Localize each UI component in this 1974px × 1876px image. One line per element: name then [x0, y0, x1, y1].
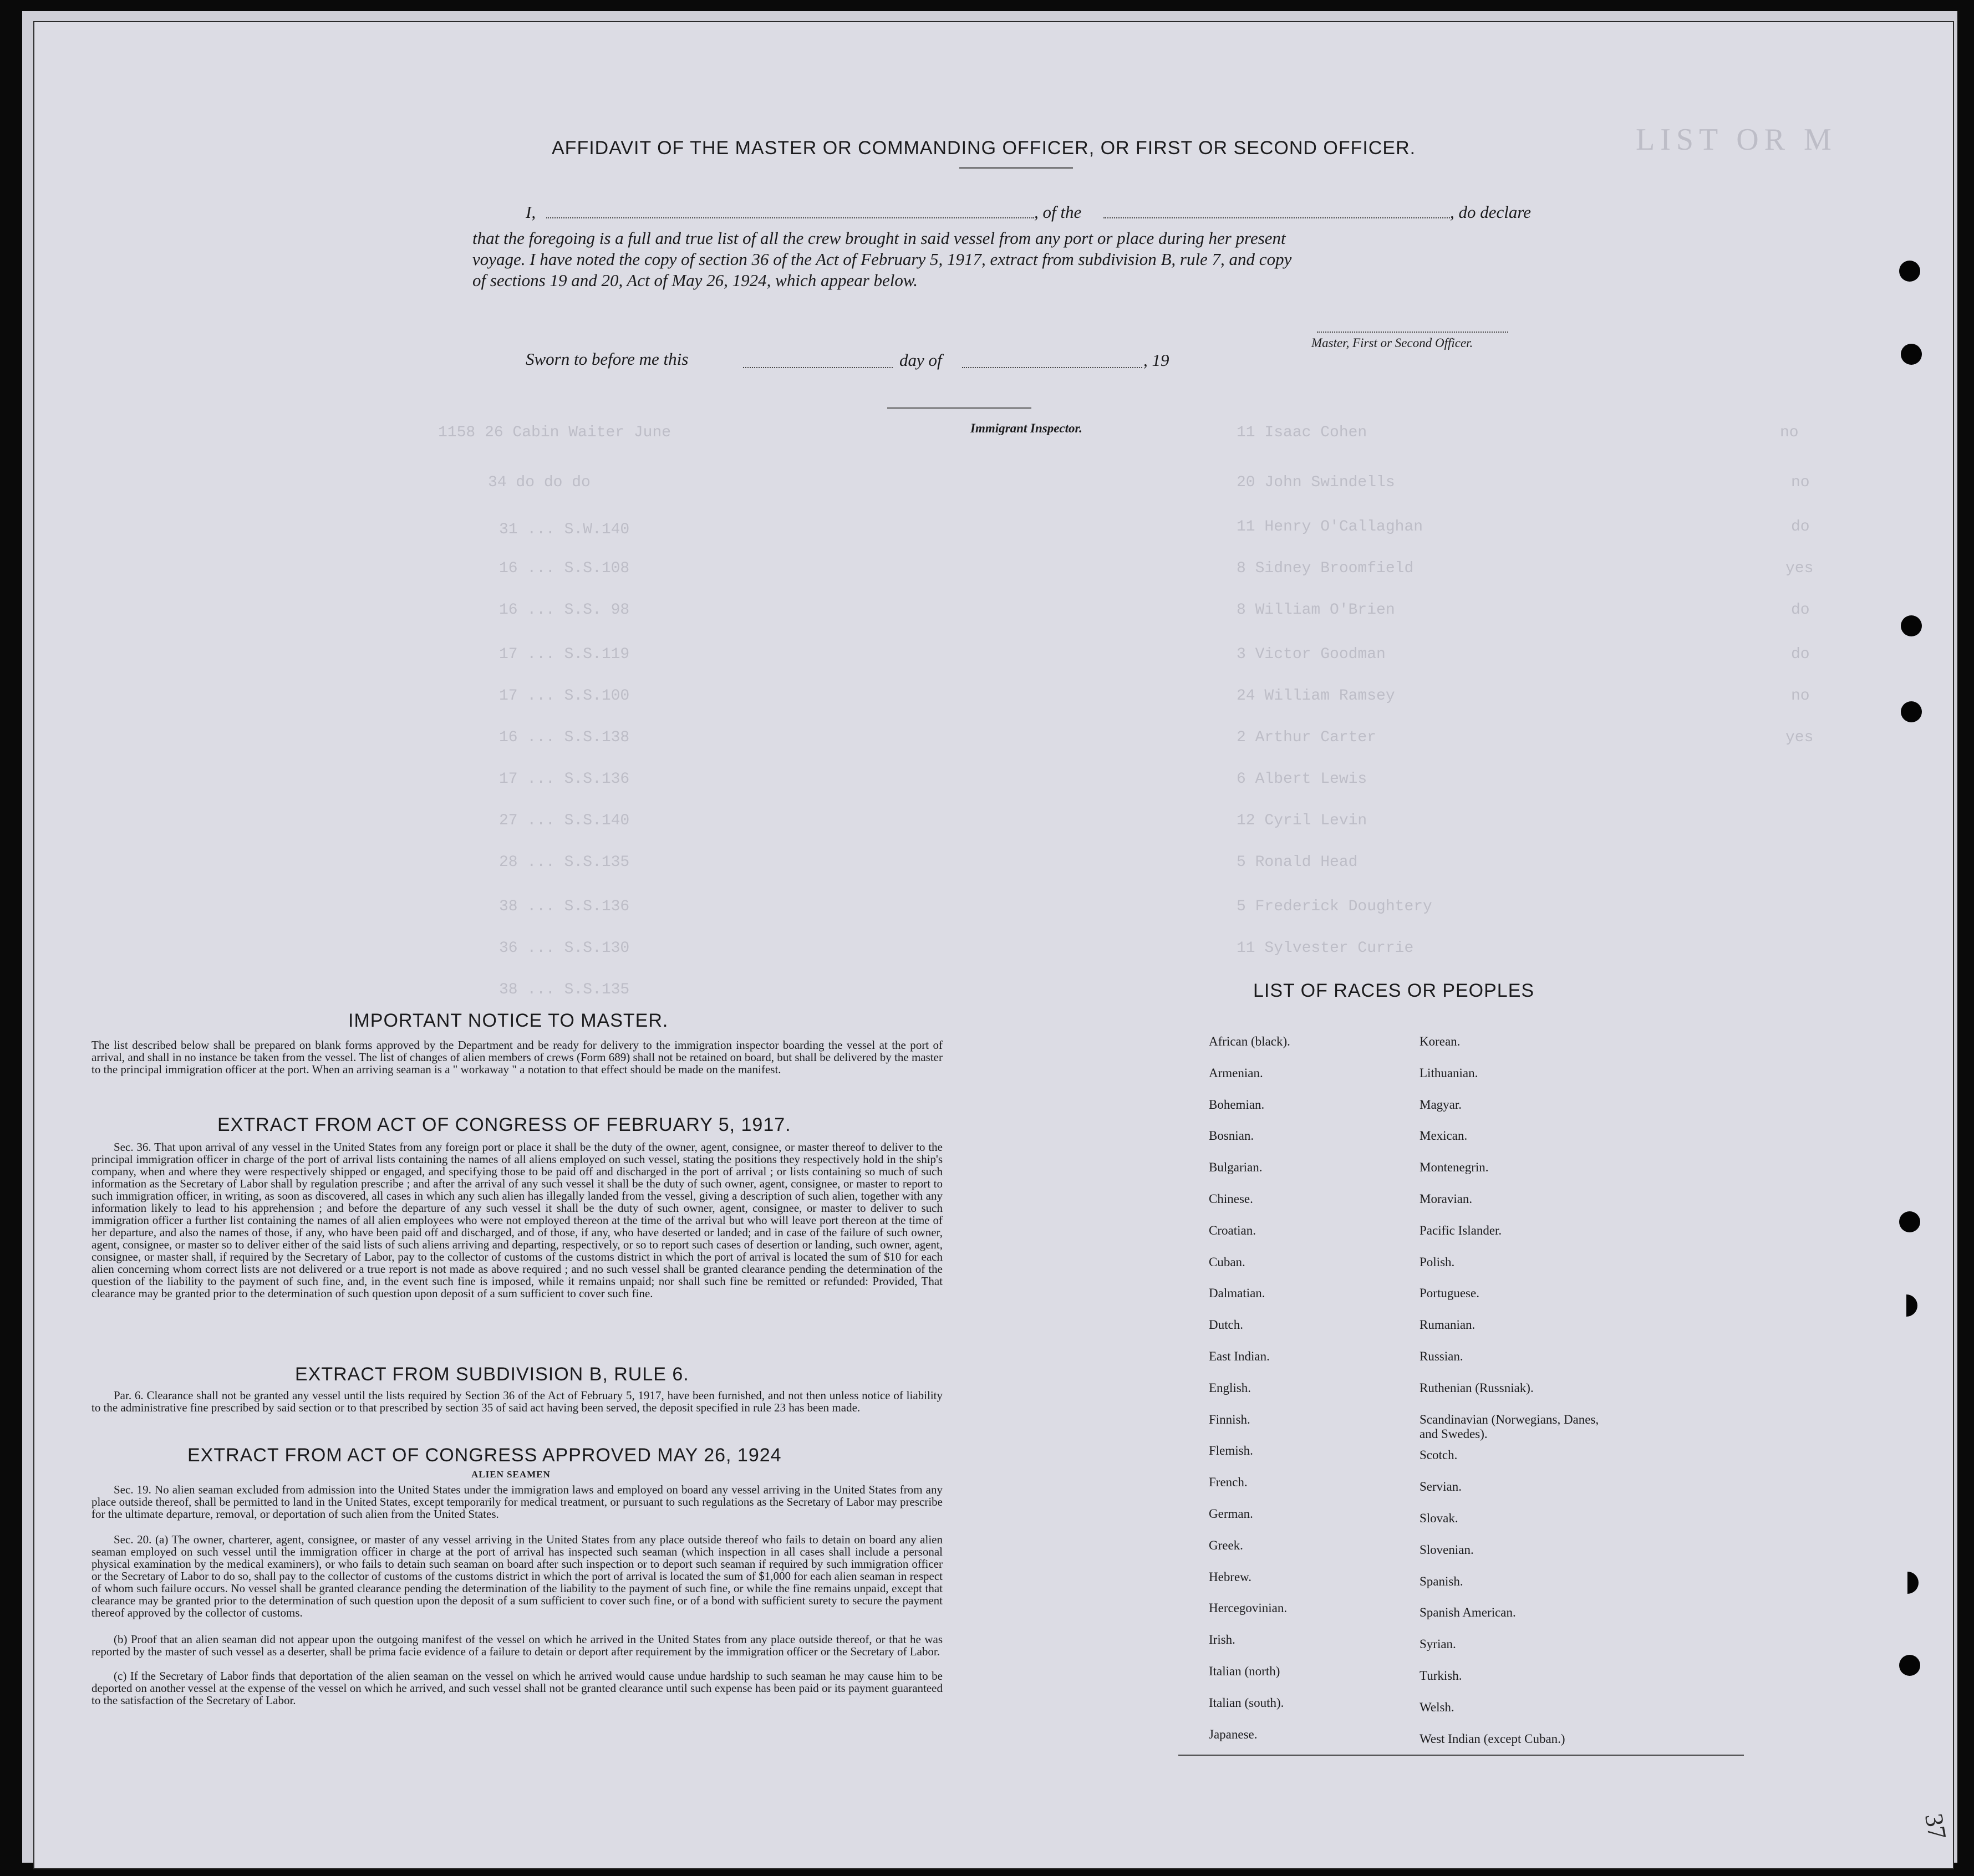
name-blank-line [546, 217, 1034, 218]
affidavit-title: AFFIDAVIT OF THE MASTER OR COMMANDING OFFICER, OR FIRST OR SECOND OFFICER. [552, 137, 1416, 159]
race-item: East Indian. [1209, 1349, 1270, 1363]
race-item: Irish. [1209, 1633, 1235, 1646]
race-item: Armenian. [1209, 1066, 1263, 1080]
race-item: Moravian. [1420, 1192, 1473, 1206]
notice-body: The list described below shall be prepared on blank forms approved by the Department and be ready for delivery to the immigration inspector boarding the vessel at the port of arrival, and shall in no instance be taken from the vessel. The list of changes of alien members of crews (Form 689) shall not be retained on board, but shall be delivered by the master to the principal immigration officer at the port. When an arriving seaman is a " workaway " a notation to that effect should be made on the manifest. [91, 1038, 943, 1076]
sworn-label: Sworn to before me this [526, 349, 689, 369]
extract-1924-sec20b: (b) Proof that an alien seaman did not appear upon the outgoing manifest of the vessel on which he arrived in the United States from any place outside thereof, or that he was reported by the master of such vessel as a deserter, shall be prima facie evidence of a failure to detain or deport after requirement by the immigration officer or the Secretary of Labor. [91, 1633, 943, 1658]
extract-1917-title: EXTRACT FROM ACT OF CONGRESS OF FEBRUARY 5, 1917. [217, 1114, 791, 1135]
affidavit-do-declare: , do declare [1450, 202, 1532, 222]
affidavit-line-4: of sections 19 and 20, Act of May 26, 1924, which appear below. [472, 271, 918, 290]
race-item: Russian. [1420, 1349, 1463, 1363]
race-item: Ruthenian (Russniak). [1420, 1381, 1534, 1395]
punch-hole [1901, 344, 1922, 365]
race-item: Scotch. [1420, 1448, 1458, 1462]
extract-1924-sec20c: (c) If the Secretary of Labor finds that deportation of the alien seaman on the vessel on which he arrived would cause undue hardship to such seaman he may cause him to be deported on another vessel at the expense of the vessel on which he arrived, and such vessel shall not be granted clearance until such expense has been paid or its payment guaranteed to the satisfaction of the Secretary of Labor. [91, 1669, 943, 1707]
race-item: Italian (south). [1209, 1696, 1284, 1710]
punch-hole [1901, 615, 1922, 636]
day-of-label: day of [899, 350, 942, 370]
race-item: Lithuanian. [1420, 1066, 1478, 1080]
affidavit-line-3: voyage. I have noted the copy of section 36 of the Act of February 5, 1917, extract from subdivision B, rule 7, and copy [472, 249, 1292, 269]
race-item: Rumanian. [1420, 1318, 1476, 1332]
race-item: Italian (north) [1209, 1664, 1280, 1678]
affidavit-i: I, [526, 202, 536, 222]
punch-hole [1899, 261, 1920, 282]
extract-1917-body: Sec. 36. That upon arrival of any vessel in the United States from any foreign port or place it shall be the duty of the owner, agent, consignee, or master thereof to deliver to the principal immigration officer in charge of the port of arrival lists containing the names of all aliens employed on such vessel, stating the positions they respectively hold in the ship's company, when and where they were respectively shipped or engaged, and specifying those to be paid off and discharged in the port of arrival ; or lists containing so much of such information as the Secretary of Labor shall by regulation prescribe ; and after the arrival of any such vessel it shall be the duty of such owner, agent, consignee, or master to report to such immigration officer, in writing, as soon as discovered, all cases in which any such alien has illegally landed from the vessel, giving a description of such alien, together with any information likely to lead to his apprehension ; and before the departure of any such vessel it shall be the duty of such owner, agent, consignee, or master to deliver to such immigration officer a further list containing the names of all alien employees who were not employed thereon at the time of the arrival but who will leave port thereon at the time of her departure, and also the names of those, if any, who have been paid off and discharged, and of those, if any, who have deserted or landed; and in case of the failure of such owner, agent, consignee, or master so to deliver either of the said lists of such aliens arriving and departing, respectively, or so to report such cases of desertion or landing, such owner, agent, consignee, or master shall, if required by the Secretary of Labor, pay to the collector of customs of the customs district in which the port of arrival is located the sum of $10 for each alien concerning whom correct lists are not delivered or a true report is not made as above required ; and no such vessel shall be granted clearance pending the determination of the question of the liability to the payment of such fine, and, in the event such fine is imposed, while it remains unpaid; nor shall such fine be remitted or refunded: Provided, That clearance may be granted prior to the determination of such question upon deposit of a sum sufficient to cover such fine. [91, 1140, 943, 1300]
punch-hole [1899, 1211, 1920, 1232]
race-item: Bulgarian. [1209, 1160, 1263, 1174]
race-item: Japanese. [1209, 1727, 1258, 1741]
race-item: Syrian. [1420, 1637, 1456, 1651]
race-item: Bohemian. [1209, 1098, 1265, 1112]
extract-rule6-title: EXTRACT FROM SUBDIVISION B, RULE 6. [295, 1364, 689, 1385]
race-item: Hebrew. [1209, 1570, 1252, 1584]
race-item: Welsh. [1420, 1700, 1454, 1714]
race-item: Korean. [1420, 1034, 1461, 1048]
race-item: Montenegrin. [1420, 1160, 1489, 1174]
notice-title: IMPORTANT NOTICE TO MASTER. [348, 1010, 669, 1031]
race-item: Turkish. [1420, 1669, 1462, 1683]
race-item: Mexican. [1420, 1129, 1468, 1143]
race-item: Flemish. [1209, 1444, 1253, 1457]
race-item: Dutch. [1209, 1318, 1243, 1332]
race-item: Portuguese. [1420, 1286, 1479, 1300]
extract-rule6-body: Par. 6. Clearance shall not be granted any vessel until the lists required by Section 36 of the Act of February 5, 1917, have been furnished, and not then unless notice of liability to the administrative fine prescribed by said section or to that prescribed by section 35 of said act having been served, the deposit specified in rule 23 has been made. [91, 1389, 943, 1414]
race-item: Scandinavian (Norwegians, Danes, and Swedes). [1420, 1413, 1599, 1441]
title-underline [959, 167, 1073, 169]
affidavit-of-the: , of the [1034, 202, 1082, 222]
race-item: Chinese. [1209, 1192, 1253, 1206]
margin-mark: 37 [1919, 1811, 1952, 1842]
race-item: West Indian (except Cuban.) [1420, 1732, 1565, 1746]
affidavit-line-2: that the foregoing is a full and true list of all the crew brought in said vessel from any port or place during her present [472, 228, 1286, 248]
race-item: Pacific Islander. [1420, 1224, 1502, 1237]
extract-1924-title: EXTRACT FROM ACT OF CONGRESS APPROVED MAY 26, 1924 [187, 1445, 782, 1466]
race-item: English. [1209, 1381, 1251, 1395]
extract-1924-sec20a: Sec. 20. (a) The owner, charterer, agent, consignee, or master of any vessel arriving in the United States from any place outside thereof who fails to detain on board any alien seaman employed on such vessel until the immigration officer in charge at the port of arrival has inspected such seaman (which inspection in all cases shall include a personal physical examination by the medical examiners), or who fails to detain such seaman on board after such inspection or to deport such seaman if required by such immigration officer or the Secretary of Labor to do so, shall pay to the collector of customs of the customs district in which the port of arrival is located the sum of $1,000 for each alien seaman in respect of whom such failure occurs. No vessel shall be granted clearance pending the determination of the liability to the payment of such fine, or while the fine remains unpaid, except that clearance may be granted prior to the determination of such question upon the deposit of a sum sufficient to cover such fine, or of a bond with sufficient surety to secure the payment thereof approved by the collector of customs. [91, 1533, 943, 1619]
race-item: Polish. [1420, 1255, 1455, 1269]
inspector-label: Immigrant Inspector. [970, 421, 1082, 435]
year-label: , 19 [1143, 350, 1169, 370]
race-item: Spanish American. [1420, 1605, 1516, 1619]
inspector-signature-line [887, 407, 1031, 409]
master-signature-line [1317, 332, 1508, 333]
race-item: Dalmatian. [1209, 1286, 1265, 1300]
race-item: Bosnian. [1209, 1129, 1254, 1143]
race-item: Greek. [1209, 1538, 1243, 1552]
vessel-blank-line [1103, 217, 1450, 218]
race-item: Finnish. [1209, 1413, 1250, 1426]
race-item: Cuban. [1209, 1255, 1245, 1269]
sworn-day-line [743, 367, 893, 368]
races-bottom-rule [1178, 1755, 1744, 1756]
race-item: German. [1209, 1507, 1253, 1521]
race-item: Hercegovinian. [1209, 1601, 1288, 1615]
race-item: Croatian. [1209, 1224, 1256, 1237]
master-label: Master, First or Second Officer. [1311, 336, 1473, 350]
races-title: LIST OF RACES OR PEOPLES [1253, 980, 1535, 1001]
race-item: Magyar. [1420, 1098, 1462, 1112]
sworn-month-line [962, 367, 1142, 368]
race-item: Servian. [1420, 1480, 1462, 1493]
race-item: Slovenian. [1420, 1543, 1474, 1557]
race-item: Spanish. [1420, 1574, 1463, 1588]
race-item: Slovak. [1420, 1511, 1458, 1525]
extract-1924-sec19: Sec. 19. No alien seaman excluded from admission into the United States under the immigration laws and employed on board any vessel arriving in the United States from any place outside thereof, shall be permitted to land in the United States, except temporarily for medical treatment, or pursuant to such regulations as the Secretary of Labor may prescribe for the ultimate departure, removal, or deportation of such alien from the United States. [91, 1483, 943, 1521]
bleed-through-layer: LIST OR M 1158 26 Cabin Waiter June 34 do do do 11 Isaac Cohen 20 John Swindells 11 Henry O'Callaghan 8 Sidney Broomfield 8 William O'Brien 3 Victor Goodman 24 William Ramsey 2 Arthur Carter 6 Albert Lewis 12 Cyril Levin 5 Ronald Head 5 Frederick Doughtery 11 Sylvester Currie 31 ... S.W.140 16 ... S.S.108 16 ... S.S. 98 17 ... S.S.119 17 ... S.S.100 16 ... S.S.138 17 ... S.S.136 27 ... S.S.140 28 ... S.S.135 38 ... S.S.136 36 ... S.S.130 38 ... S.S.135 no no do yes do do no yes [438, 123, 1837, 998]
race-item: French. [1209, 1475, 1248, 1489]
extract-1924-subtitle: ALIEN SEAMEN [471, 1469, 551, 1480]
race-item: African (black). [1209, 1034, 1290, 1048]
punch-hole [1899, 1655, 1920, 1676]
punch-hole [1901, 701, 1922, 722]
